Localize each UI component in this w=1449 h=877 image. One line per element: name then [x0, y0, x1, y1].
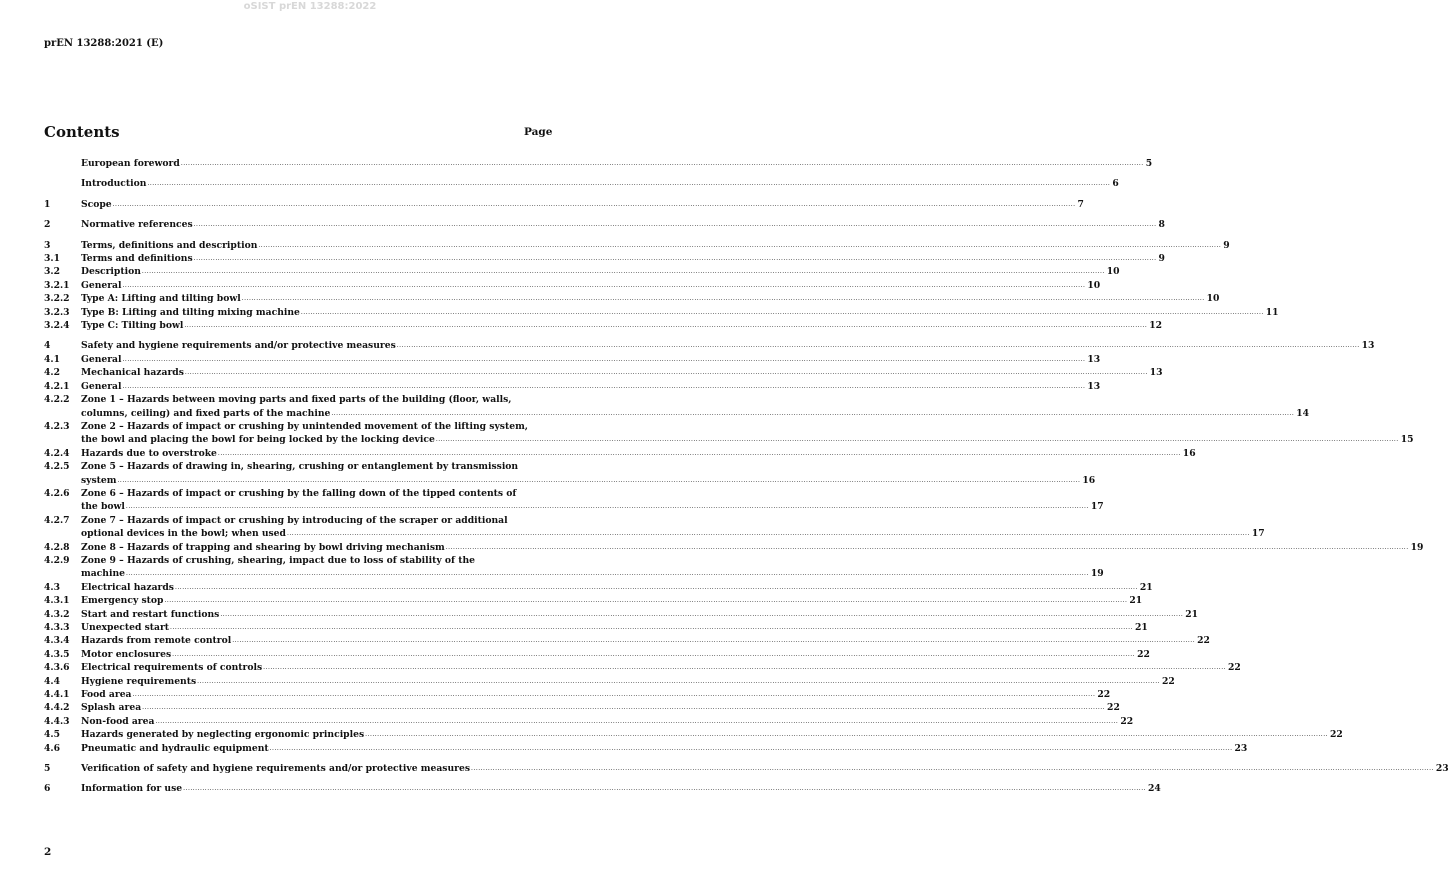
dot-leader: ................................................................................................................................................................................................................................................................................................................................................................................................................ [122, 355, 1086, 363]
toc-entry-page: 22 [1228, 662, 1241, 674]
dot-leader: ................................................................................................................................................................................................................................................................................................................................................................................................................ [184, 322, 1148, 330]
toc-entry-page: 15 [1400, 434, 1414, 446]
dot-leader: ................................................................................................................................................................................................................................................................................................................................................................................................................ [132, 691, 1096, 699]
toc-entry-title: Electrical requirements of controls [81, 662, 263, 674]
toc-entry-title: Type C: Tilting bowl [81, 320, 184, 332]
toc-entry[interactable] [44, 239, 1230, 252]
toc-entry-number: 3.2.3 [44, 306, 70, 318]
toc-entry-number: 4.2.3 [44, 420, 70, 432]
toc-entry-page: 9 [1158, 253, 1165, 265]
dot-leader: ................................................................................................................................................................................................................................................................................................................................................................................................................ [174, 583, 1138, 591]
toc-entry-number: 4.3.1 [44, 595, 70, 607]
toc-entry[interactable] [44, 621, 1148, 634]
toc-entry-page: 22 [1137, 648, 1150, 660]
toc-entry-title: optional devices in the bowl; when used [81, 528, 286, 540]
toc-entry-title: columns, ceiling) and fixed parts of the machine [81, 407, 331, 419]
toc-entry-title: Hazards from remote control [81, 635, 232, 647]
dot-leader: ................................................................................................................................................................................................................................................................................................................................................................................................................ [435, 436, 1399, 444]
dot-leader: ................................................................................................................................................................................................................................................................................................................................................................................................................ [300, 308, 1264, 316]
toc-entry-title: Normative references [81, 219, 193, 231]
toc-entry-title: Zone 6 – Hazards of impact or crushing by the falling down of the tipped contents of [81, 487, 517, 499]
toc-entry[interactable] [44, 487, 1104, 514]
dot-leader: ................................................................................................................................................................................................................................................................................................................................................................................................................ [183, 785, 1147, 793]
toc-entry-title: Hazards generated by neglecting ergonomic principles [81, 729, 365, 741]
toc-entry-title: General [81, 353, 122, 365]
dot-leader: ................................................................................................................................................................................................................................................................................................................................................................................................................ [445, 543, 1409, 551]
toc-entry-number: 4.6 [44, 742, 60, 754]
toc-entry-number: 4.2.8 [44, 541, 70, 553]
toc-entry-number: 3.1 [44, 253, 60, 265]
toc-entry-number: 4.4.1 [44, 689, 70, 701]
dot-leader: ................................................................................................................................................................................................................................................................................................................................................................................................................ [125, 503, 1089, 511]
document-identifier: prEN 13288:2021 (E) [44, 38, 164, 49]
toc-entry-number: 6 [44, 783, 51, 795]
toc-entry-title: Description [81, 266, 141, 278]
toc-entry[interactable] [44, 688, 1111, 701]
dot-leader: ................................................................................................................................................................................................................................................................................................................................................................................................................ [155, 717, 1119, 725]
dot-leader: ................................................................................................................................................................................................................................................................................................................................................................................................................ [241, 295, 1205, 303]
toc-entry-page: 19 [1410, 541, 1424, 553]
toc-entry-page: 19 [1090, 568, 1104, 580]
toc-entry-title: Zone 8 – Hazards of trapping and shearing by bowl driving mechanism [81, 541, 445, 553]
toc-entry[interactable] [44, 715, 1134, 728]
toc-entry-number: 4.1 [44, 353, 60, 365]
dot-leader: ................................................................................................................................................................................................................................................................................................................................................................................................................ [193, 255, 1157, 263]
dot-leader: ................................................................................................................................................................................................................................................................................................................................................................................................................ [164, 597, 1128, 605]
toc-entry-page: 16 [1182, 447, 1196, 459]
dot-leader: ................................................................................................................................................................................................................................................................................................................................................................................................................ [125, 570, 1089, 578]
toc-entry-number [44, 157, 81, 170]
dot-leader: ................................................................................................................................................................................................................................................................................................................................................................................................................ [471, 765, 1434, 773]
toc-entry-page: 21 [1134, 622, 1148, 633]
toc-entry-title: Hazards due to overstroke [81, 447, 217, 459]
toc-entry-number: 5 [44, 763, 51, 775]
toc-entry[interactable] [44, 366, 1163, 379]
toc-entry-page: 24 [1148, 783, 1161, 795]
toc-entry-page: 21 [1129, 595, 1143, 607]
dot-leader: ................................................................................................................................................................................................................................................................................................................................................................................................................ [269, 744, 1233, 752]
toc-entry-title: General [81, 380, 122, 392]
toc-entry-title: Zone 5 – Hazards of drawing in, shearing, crushing or entanglement by transmission [81, 461, 519, 473]
dot-leader: ................................................................................................................................................................................................................................................................................................................................................................................................................ [122, 281, 1086, 289]
toc-entry[interactable] [44, 198, 1084, 211]
toc-entry-number: 4.4 [44, 675, 60, 687]
toc-entry-number: 1 [44, 198, 51, 210]
toc-entry-title: Verification of safety and hygiene requirements and/or protective measures [81, 763, 470, 775]
toc-entry[interactable] [44, 634, 1210, 647]
dot-leader: ................................................................................................................................................................................................................................................................................................................................................................................................................ [172, 650, 1136, 658]
toc-entry[interactable] [44, 728, 1343, 741]
toc-entry-number: 4.2 [44, 367, 60, 379]
toc-entry-title: Non-food area [81, 715, 155, 727]
dot-leader: ................................................................................................................................................................................................................................................................................................................................................................................................................ [112, 200, 1076, 208]
toc-entry[interactable] [44, 782, 1161, 795]
toc-entry-page: 14 [1296, 407, 1310, 419]
toc-entry[interactable] [44, 762, 1449, 775]
toc-entry-title: Introduction [81, 178, 147, 190]
dot-leader: ................................................................................................................................................................................................................................................................................................................................................................................................................ [396, 342, 1360, 350]
toc-entry-page: 22 [1097, 689, 1111, 701]
toc-entry-title: General [81, 279, 122, 291]
toc-entry-page: 16 [1082, 474, 1096, 486]
dot-leader: ................................................................................................................................................................................................................................................................................................................................................................................................................ [180, 160, 1144, 167]
toc-entry-page: 13 [1087, 353, 1101, 365]
toc-entry-title: European foreword [81, 158, 180, 169]
toc-entry[interactable] [44, 608, 1199, 621]
toc-entry-page: 10 [1106, 266, 1120, 278]
toc-entry-number: 3.2.4 [44, 320, 70, 332]
toc-entry[interactable] [44, 661, 1241, 674]
toc-entry[interactable] [44, 339, 1375, 352]
toc-entry-number: 3.2.1 [44, 279, 70, 291]
toc-entry-title: Zone 1 – Hazards between moving parts and fixed parts of the building (floor, walls, [81, 394, 512, 406]
toc-entry[interactable] [44, 742, 1248, 755]
toc-entry-page: 12 [1149, 320, 1163, 332]
toc-entry-number: 3.2 [44, 266, 60, 278]
toc-entry-number: 2 [44, 219, 51, 231]
toc-entry-number: 3 [44, 239, 51, 251]
dot-leader: ................................................................................................................................................................................................................................................................................................................................................................................................................ [170, 624, 1133, 631]
toc-entry-number: 4.2.4 [44, 447, 70, 459]
toc-entry[interactable] [44, 393, 1310, 420]
dot-leader: ................................................................................................................................................................................................................................................................................................................................................................................................................ [263, 664, 1227, 672]
toc-entry[interactable] [44, 252, 1165, 265]
toc-entry[interactable] [44, 353, 1101, 366]
toc-entry-title: Terms and definitions [81, 253, 193, 265]
toc-entry[interactable] [44, 218, 1165, 231]
toc-entry-title: Motor enclosures [81, 648, 172, 660]
toc-entry[interactable] [44, 541, 1424, 554]
dot-leader: ................................................................................................................................................................................................................................................................................................................................................................................................................ [286, 530, 1250, 538]
dot-leader: ................................................................................................................................................................................................................................................................................................................................................................................................................ [184, 369, 1148, 377]
page-column-heading: Page [524, 126, 553, 138]
toc-entry[interactable] [44, 265, 1120, 278]
toc-entry-title: Zone 9 – Hazards of crushing, shearing, impact due to loss of stability of the [81, 554, 475, 566]
toc-entry-title: Start and restart functions [81, 608, 220, 620]
toc-entry-number: 4.2.7 [44, 514, 70, 526]
toc-entry-number [44, 177, 81, 190]
toc-entry-title: machine [81, 568, 125, 580]
toc-entry-number: 4.3.6 [44, 662, 70, 674]
toc-entry-page: 9 [1223, 239, 1230, 251]
toc-entry-page: 17 [1090, 501, 1104, 513]
toc-entry-title: Electrical hazards [81, 581, 174, 593]
toc-entry-title: system [81, 474, 117, 486]
toc-entry-number: 4.2.1 [44, 380, 70, 392]
toc-entry[interactable] [44, 380, 1101, 393]
toc-entry-title: Splash area [81, 702, 142, 714]
dot-leader: ................................................................................................................................................................................................................................................................................................................................................................................................................ [141, 268, 1105, 276]
toc-entry-number: 4.3 [44, 581, 60, 593]
toc-entry-number: 4.4.3 [44, 715, 70, 727]
toc-entry-number: 4.2.9 [44, 554, 70, 566]
toc-entry-page: 23 [1234, 742, 1248, 754]
toc-entry-page: 22 [1162, 675, 1175, 687]
toc-entry-page: 21 [1139, 581, 1153, 593]
toc-entry-title: Emergency stop [81, 595, 164, 607]
toc-entry-number: 4.5 [44, 729, 60, 741]
dot-leader: ................................................................................................................................................................................................................................................................................................................................................................................................................ [217, 449, 1181, 457]
toc-entry[interactable] [44, 701, 1120, 714]
contents-title: Contents [44, 123, 120, 141]
toc-entry-page: 22 [1107, 702, 1120, 714]
toc-entry-page: 6 [1112, 178, 1119, 190]
toc-entry-title: Information for use [81, 783, 183, 795]
toc-entry-number: 4.2.2 [44, 394, 70, 406]
toc-entry-title: Zone 2 – Hazards of impact or crushing by unintended movement of the lifting system, [81, 420, 528, 432]
dot-leader: ................................................................................................................................................................................................................................................................................................................................................................................................................ [197, 677, 1161, 685]
dot-leader: ................................................................................................................................................................................................................................................................................................................................................................................................................ [193, 221, 1157, 229]
toc-entry[interactable] [44, 581, 1153, 594]
toc-entry-number: 4 [44, 340, 51, 352]
toc-entry[interactable] [44, 279, 1101, 292]
toc-entry[interactable] [44, 177, 1119, 190]
toc-entry-page: 13 [1087, 380, 1101, 392]
toc-entry-title: Type B: Lifting and tilting mixing machine [81, 306, 300, 318]
toc-entry-page: 13 [1361, 340, 1375, 352]
dot-leader: ................................................................................................................................................................................................................................................................................................................................................................................................................ [147, 180, 1111, 188]
watermark: oSIST prEN 13288:2022 [243, 1, 377, 12]
toc-entry-title: Zone 7 – Hazards of impact or crushing by introducing of the scraper or additional [81, 514, 508, 526]
toc-entry-page: 5 [1145, 158, 1153, 169]
toc-entry-title: Safety and hygiene requirements and/or protective measures [81, 340, 396, 352]
toc-entry-page: 8 [1158, 219, 1165, 231]
toc-entry-page: 17 [1251, 528, 1265, 540]
footer-page-number: 2 [44, 846, 52, 858]
toc-entry[interactable] [44, 157, 1153, 170]
toc-entry-title: the bowl and placing the bowl for being locked by the locking device [81, 434, 435, 446]
toc-entry-number: 4.3.4 [44, 635, 70, 647]
toc-entry-title: Food area [81, 689, 132, 701]
dot-leader: ................................................................................................................................................................................................................................................................................................................................................................................................................ [220, 610, 1184, 618]
dot-leader: ................................................................................................................................................................................................................................................................................................................................................................................................................ [232, 637, 1196, 645]
dot-leader: ................................................................................................................................................................................................................................................................................................................................................................................................................ [117, 476, 1081, 484]
toc-entry[interactable] [44, 554, 1104, 581]
toc-entry-number: 4.3.5 [44, 648, 70, 660]
toc-entry[interactable] [44, 420, 1414, 447]
toc-entry-title: Terms, definitions and description [81, 239, 258, 251]
dot-leader: ................................................................................................................................................................................................................................................................................................................................................................................................................ [331, 409, 1295, 417]
toc-entry[interactable] [44, 447, 1196, 460]
toc-entry-title: Pneumatic and hydraulic equipment [81, 742, 269, 754]
toc-entry-page: 22 [1330, 729, 1343, 741]
toc-entry-title: the bowl [81, 501, 125, 513]
toc-entry-number: 3.2.2 [44, 293, 70, 305]
toc-entry[interactable] [44, 594, 1143, 607]
toc-entry-page: 21 [1185, 608, 1199, 620]
toc-entry-number: 4.3.3 [44, 622, 70, 633]
toc-entry[interactable] [44, 460, 1096, 487]
toc-entry-title: Type A: Lifting and tilting bowl [81, 293, 241, 305]
toc-entry-page: 13 [1149, 367, 1163, 379]
toc-entry[interactable] [44, 675, 1175, 688]
toc-entry-page: 22 [1120, 715, 1134, 727]
toc-entry-number: 4.2.5 [44, 461, 70, 473]
dot-leader: ................................................................................................................................................................................................................................................................................................................................................................................................................ [258, 241, 1222, 249]
toc-entry-page: 10 [1206, 293, 1220, 305]
toc-entry-number: 4.4.2 [44, 702, 70, 714]
toc-entry[interactable] [44, 292, 1220, 305]
toc-entry-page: 23 [1435, 763, 1449, 775]
toc-entry-page: 10 [1087, 279, 1101, 291]
toc-entry-page: 22 [1197, 635, 1210, 647]
toc-entry-title: Unexpected start [81, 622, 170, 633]
toc-entry[interactable] [44, 648, 1150, 661]
toc-entry[interactable] [44, 514, 1265, 541]
toc-entry[interactable] [44, 319, 1163, 332]
dot-leader: ................................................................................................................................................................................................................................................................................................................................................................................................................ [365, 731, 1329, 739]
toc-entry-page: 11 [1265, 306, 1279, 318]
toc-entry[interactable] [44, 306, 1279, 319]
toc-entry-title: Mechanical hazards [81, 367, 184, 379]
toc-entry-page: 7 [1077, 198, 1084, 210]
dot-leader: ................................................................................................................................................................................................................................................................................................................................................................................................................ [122, 382, 1086, 390]
toc-entry-number: 4.2.6 [44, 487, 70, 499]
toc-entry-title: Scope [81, 198, 112, 210]
table-of-contents [44, 157, 1449, 796]
dot-leader: ................................................................................................................................................................................................................................................................................................................................................................................................................ [142, 704, 1106, 712]
toc-entry-number: 4.3.2 [44, 608, 70, 620]
toc-entry-title: Hygiene requirements [81, 675, 197, 687]
